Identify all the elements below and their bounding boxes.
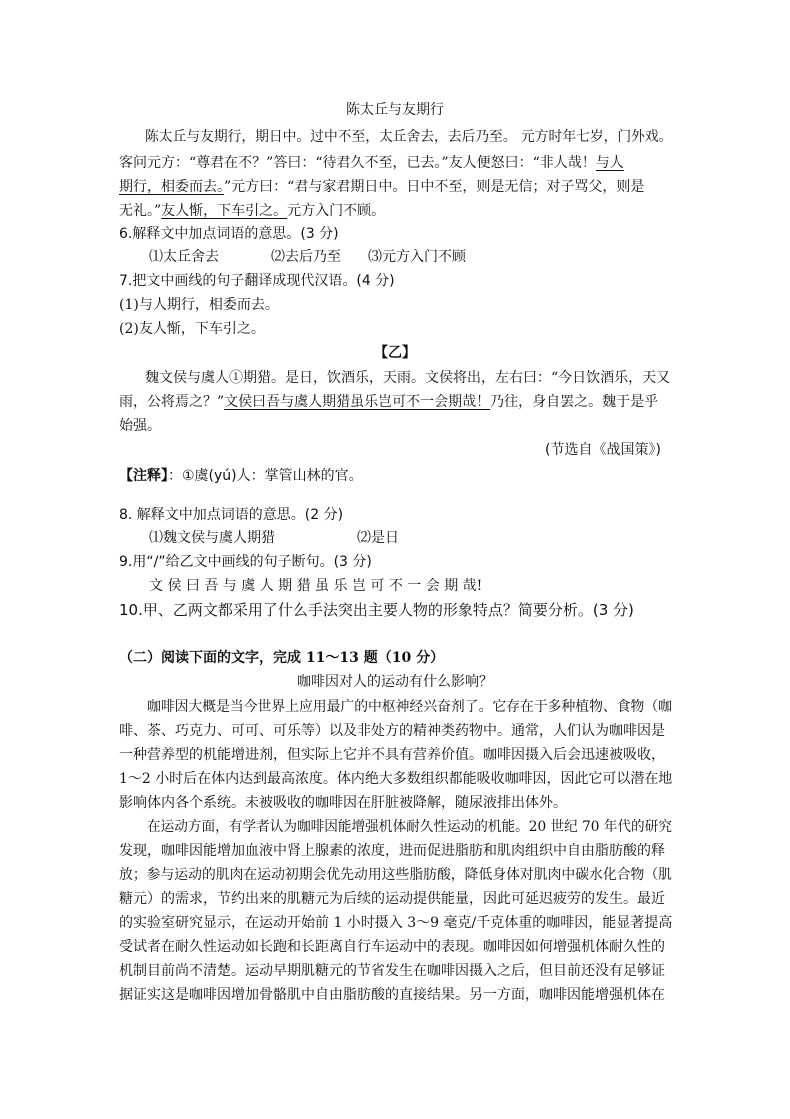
q8-item-2: ⑵是日 (357, 530, 399, 546)
q7-item-2: (2)友人惭，下车引之。 (119, 321, 265, 337)
jia-line-4-text-a: 无礼。” (119, 203, 162, 219)
jia-underlined-sentence-part-1: 与人 (595, 155, 624, 171)
yi-underlined-sentence: 文侯曰吾与虞人期猎虽乐岂可不一会期哉！ (224, 394, 491, 410)
yi-line-3: 始强。 (119, 418, 161, 434)
yi-source: (节选自《战国策》) (545, 442, 661, 458)
part2-p2-line: 在运动方面，有学者认为咖啡因能增强机体耐久性运动的机能。20 世纪 70 年代的研究 (147, 819, 672, 835)
part2-p1-line: 1～2 小时后在体内达到最高浓度。体内绝大多数组织都能吸收咖啡因，因此它可以潜在地 (119, 771, 673, 787)
jia-title: 陈太丘与友期行 (346, 102, 444, 118)
part2-p2-line: 发现，咖啡因能增加血液中肾上腺素的浓度，进而促进脂肪和肌肉组织中自由脂肪酸的释 (119, 843, 665, 859)
q8-stem: 8. 解释文中加点词语的意思。(2 分) (119, 507, 344, 523)
jia-line-4-text-b: 元方入门不顾。 (287, 203, 386, 219)
yi-heading: 【乙】 (374, 345, 416, 361)
q6-item-1: ⑴太丘舍去 (149, 249, 219, 265)
q9-stem: 9.用“/”给乙文中画线的句子断句。(3 分) (119, 554, 372, 570)
yi-line-1: 魏文侯与虞人①期猎。是日，饮酒乐，天雨。文侯将出，左右曰：“今日饮酒乐，天又 (145, 370, 671, 386)
part2-heading: （二）阅读下面的文字，完成 11～13 题（10 分） (119, 650, 445, 666)
q10-stem: 10.甲、乙两文都采用了什么手法突出主要人物的形象特点？简要分析。(3 分) (119, 601, 634, 619)
part2-title: 咖啡因对人的运动有什么影响？ (297, 674, 493, 690)
part2-p1-line: 咖啡因大概是当今世界上应用最广的中枢神经兴奋剂了。它存在于多种植物、食物（咖 (147, 699, 672, 715)
part2-p1-line: 啡、茶、巧克力、可可、可乐等）以及非处方的精神类药物中。通常，人们认为咖啡因是 (119, 723, 665, 739)
part2-p1-line: 影响体内各个系统。未被吸收的咖啡因在肝脏被降解，随尿液排出体外。 (119, 795, 567, 811)
jia-line-2 (119, 153, 624, 173)
note-label: 【注释】 (119, 468, 168, 484)
part2-p2-line: 据证实这是咖啡因增加骨骼肌中自由脂肪酸的直接结果。另一方面，咖啡因能增强机体在 (119, 987, 665, 1003)
jia-line-4 (119, 201, 385, 221)
jia-line-3 (119, 177, 644, 197)
jia-line-3-text: ”元方曰：“君与家君期日中。日中不至，则是无信；对子骂父，则是 (224, 179, 645, 195)
part2-p1-line: 一种营养型的机能增进剂，但实际上它并不具有营养价值。咖啡因摄入后会迅速被吸收， (119, 747, 665, 763)
q6-stem: 6.解释文中加点词语的意思。(3 分) (119, 226, 339, 242)
part2-p2-line: 受试者在耐久性运动如长跑和长距离自行车运动中的表现。咖啡因如何增强机体耐久性的 (119, 939, 665, 955)
q9-sentence: 文 侯 曰 吾 与 虞 人 期 猎 虽 乐 岂 可 不 一 会 期 哉! (149, 578, 483, 594)
q6-item-3: ⑶元方入门不顾 (368, 249, 466, 265)
part2-p2-line: 放；参与运动的肌肉在运动初期会优先动用这些脂肪酸，降低身体对肌肉中碳水化合物（肌 (119, 867, 672, 883)
part2-p2-line: 的实验室研究显示，在运动开始前 1 小时摄入 3～9 毫克/千克体重的咖啡因，能显著提高 (119, 915, 673, 931)
q8-item-1: ⑴魏文侯与虞人期猎 (149, 530, 275, 546)
yi-line-2 (119, 392, 658, 412)
note-text: ：①虞(yú)人：掌管山林的官。 (168, 468, 363, 484)
jia-underlined-sentence-2: 友人惭，下车引之。 (161, 203, 288, 219)
q7-stem: 7.把文中画线的句子翻译成现代汉语。(4 分) (119, 273, 395, 289)
jia-line-1: 陈太丘与友期行，期日中。过中不至，太丘舍去，去后乃至。 元方时年七岁，门外戏。 (145, 129, 673, 145)
yi-line-2-text-b: 乃往，身自罢之。魏于是乎 (490, 394, 659, 410)
note (119, 466, 363, 486)
q7-item-1: (1)与人期行，相委而去。 (119, 297, 279, 313)
yi-line-2-text-a: 雨，公将焉之？” (119, 394, 225, 410)
jia-underlined-sentence-part-2: 期行，相委而去。 (119, 179, 224, 195)
q6-item-2: ⑵去后乃至 (271, 249, 341, 265)
part2-p2-line: 机制目前尚不清楚。运动早期肌糖元的节省发生在咖啡因摄入之后，但目前还没有足够证 (119, 963, 665, 979)
jia-line-2-text: 客问元方：“尊君在不？”答曰：“待君久不至，已去。”友人便怒曰：“非人哉！ (119, 155, 596, 171)
part2-p2-line: 糖元）的需求，节约出来的肌糖元为后续的运动提供能量，因此可延迟疲劳的发生。最近 (119, 891, 665, 907)
